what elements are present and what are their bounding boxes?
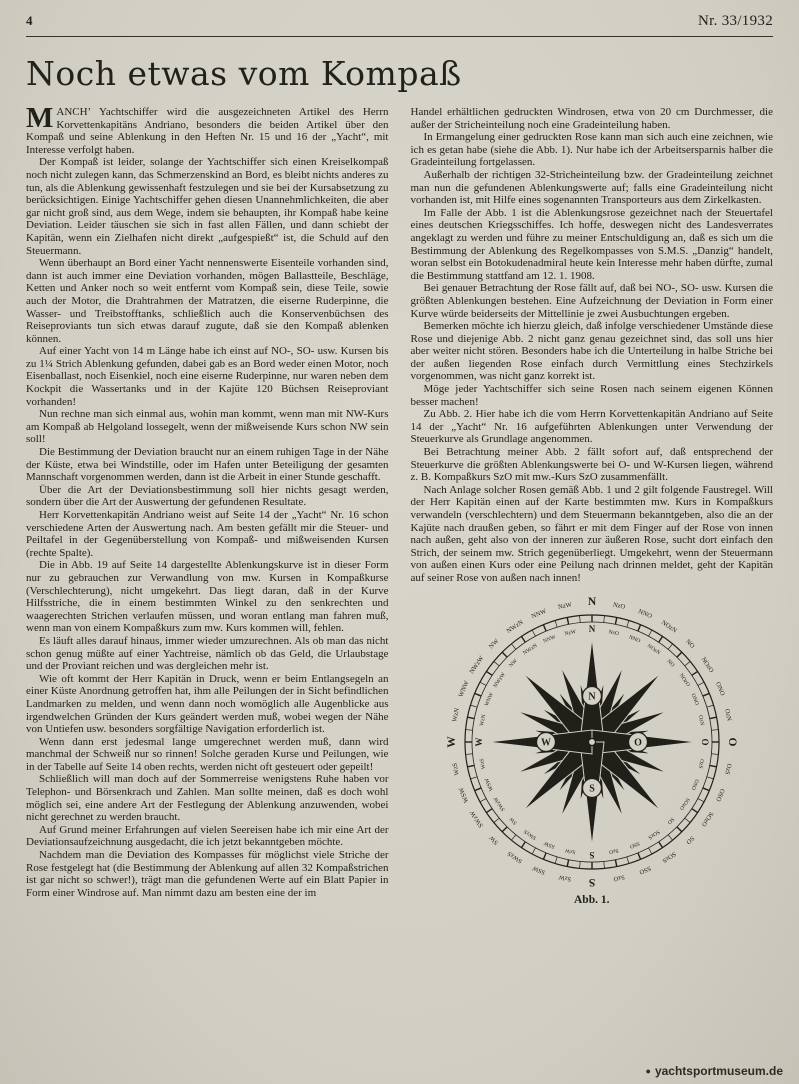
svg-text:SWzW: SWzW: [468, 808, 485, 829]
svg-text:NOzO: NOzO: [699, 655, 715, 674]
svg-text:SSW: SSW: [542, 839, 556, 850]
paragraph: Nun rechne man sich einmal aus, wohin man kommt, wenn man mit NW-Kurs am Kompaß ab Helgoland lossegelt, wenn der mißweisende Kurs schon NW sein soll!: [26, 408, 389, 446]
svg-text:W: W: [473, 737, 484, 747]
svg-text:SW: SW: [508, 815, 519, 826]
svg-text:NOzO: NOzO: [677, 672, 691, 688]
svg-text:WSW: WSW: [483, 776, 495, 792]
compass-figure: [411, 593, 774, 907]
paragraph: Im Falle der Abb. 1 ist die Ablenkungsrose gezeichnet nach der Steuertafel eines deutschen Kriegsschiffes. Ich hoffe, deswegen nicht des Landesverrates angeklagt zu werden und führe zu meiner Entschuldigung an, daß es sich um die Bestimmung der Ablenkung des Regelkompasses von S.M.S. „Danzig“ handelt, woran selbst ein Botokudenadmiral heute kein Interesse mehr haben dürfte, zumal die Bestimmung stattfand am 12. 1. 1908.: [410, 206, 773, 282]
paragraph: Bei Betrachtung meiner Abb. 2 fällt sofort auf, daß entsprechend der Steuerkurve die größten Ablenkungswerte bei O- und W-Kursen liegen, während z. B. Kompaßkurs SzO mit mw.-Kurs SzO zusammenfällt.: [410, 446, 773, 484]
svg-text:SOzS: SOzS: [646, 827, 661, 840]
paragraph: Nachdem man die Deviation des Kompasses für möglichst viele Striche der Rose festgelegt hat (die Bestimmung der Ablenkung auf allen 32 Kompaßstrichen ist gar nicht so schwer!), trägt man die gefundenen Werte auf ein Blatt Papier in Form einer Windrose auf. Man nimmt dazu am besten eine der im: [26, 849, 389, 899]
page-header: [26, 13, 773, 30]
svg-text:SOzS: SOzS: [660, 849, 677, 864]
svg-text:NzO: NzO: [612, 601, 626, 611]
svg-text:ONO: ONO: [689, 692, 700, 706]
paragraph: Wie oft kommt der Herr Kapitän in Druck, wenn er beim Entlangsegeln an einer Küste Anordnung getroffen hat, ihm alle Peilungen der in Sicht befindlichen Landmarken zu melden, und wenn dann noch womöglich alle Augenblicke aus irgendwelchen Gründen der Kurs geändert werden muß, wobei wegen der Nähe von Untiefen usw. besonders sorgfältige Navigation erforderlich ist.: [26, 672, 389, 736]
svg-text:SSO: SSO: [628, 839, 641, 849]
svg-text:NW: NW: [487, 637, 501, 650]
issue-number: Nr. 33/1932: [698, 13, 773, 29]
figure-caption: Abb. 1.: [574, 893, 610, 906]
svg-text:O: O: [633, 737, 642, 749]
svg-text:WSW: WSW: [457, 785, 471, 804]
svg-text:OSO: OSO: [689, 777, 700, 791]
svg-text:W: W: [540, 737, 551, 749]
watermark-dot-icon: ●: [645, 1065, 651, 1076]
svg-text:NWzW: NWzW: [492, 671, 507, 689]
paragraph: Nach Anlage solcher Rosen gemäß Abb. 1 und 2 gilt folgende Faustregel. Will der Herr Kapitän einen auf der Karte bestimmten mw. Kurs in Kompaßkurs verwandeln (verschlechtern) und dem Steuermann bekanntgeben, also die an der Kajüte nach draußen geben, so fährt er mit dem Finger auf der Rose von innen nach außen, geht also von der inneren zur äußeren Rose, sucht dort einfach den Strich, der seinem mw. Strich gegenüberliegt. Umgekehrt, wenn der Steuermann von außen einen Kurs oder eine Peilung nach drinnen meldet, geht der Kapitän auf seiner Rose von außen nach innen!: [410, 483, 773, 584]
svg-text:NOzN: NOzN: [659, 618, 678, 635]
paragraph: Schließlich will man doch auf der Sommerreise wenigstens Ruhe haben vor Telephon- und Börsenkrach und Zahlen. Man sollte meinen, daß es doch wohl möglich sei, eine andere Art der Festlegung der Ablenkung anzuwenden, wobei nicht gerechnet zu werden braucht.: [26, 773, 389, 824]
compass-rose-illustration: [436, 593, 748, 891]
svg-text:SzW: SzW: [564, 846, 576, 855]
svg-text:WzS: WzS: [478, 757, 487, 770]
svg-text:NWzW: NWzW: [468, 654, 486, 675]
svg-text:SSW: SSW: [531, 863, 547, 876]
svg-text:NNW: NNW: [542, 633, 557, 645]
paragraph: Es läuft alles darauf hinaus, immer wieder umzurechnen. Als ob man das nicht schon genug müßte auf einer Yachtreise, nämlich ob das Geld, die Urlaubstage und der Proviant reichen und was dergleichen mehr ist.: [26, 634, 389, 673]
paragraph: Bei genauer Betrachtung der Rose fällt auf, daß bei NO-, SO- usw. Kursen die größten Ablenkungen bestehen. Eine Aufzeichnung der Deviation in Form einer Kurve würde beiderseits der Mittellinie je zwei Ausbuchtungen ergeben.: [410, 282, 773, 320]
paragraph: Möge jeder Yachtschiffer sich seine Rosen nach seinem eigenen Können besser machen!: [410, 383, 773, 408]
article-body: [26, 102, 773, 906]
svg-text:N: N: [588, 691, 596, 703]
svg-text:WzN: WzN: [451, 707, 461, 722]
svg-text:N: N: [588, 623, 595, 634]
svg-text:NNW: NNW: [530, 607, 548, 620]
drop-cap: M: [26, 102, 54, 134]
paragraph: Außerhalb der richtigen 32-Stricheinteilung bzw. der Gradeinteilung zeichnet man nun die gefundenen Ablenkungswerte auf; falls eine Gradeinteilung nicht vorhanden ist, mit Hilfe eines sogenannten Transporteurs aus dem Zirkelkasten.: [410, 168, 773, 207]
svg-text:NO: NO: [665, 658, 676, 669]
paragraph: Auf einer Yacht von 14 m Länge habe ich einst auf NO-, SO- usw. Kursen bis zu 1¼ Strich Ablenkung gefunden, dabei gab es an Bord weder einen Motor, noch Eisenballast, noch Eisenkiel, noch eine eiserne Ruderpinne, nur waren neben dem Kockpit die Wassertanks und in der Kajüte 120 Büchsen Reiseproviant vorhanden!: [26, 345, 389, 408]
svg-text:WzS: WzS: [451, 761, 461, 776]
article-title: Noch etwas vom Kompaß: [26, 54, 462, 93]
svg-text:SWzS: SWzS: [506, 849, 524, 865]
paragraph: Handel erhältlichen gedruckten Windrosen, etwa von 20 cm Durchmesser, die außer der Stricheinteilung noch eine Gradeinteilung haben.: [410, 106, 773, 131]
svg-text:WzN: WzN: [478, 713, 487, 727]
svg-text:ONO: ONO: [713, 680, 726, 697]
svg-text:NNO: NNO: [627, 633, 641, 645]
svg-text:NNO: NNO: [636, 607, 653, 620]
svg-text:O: O: [725, 737, 738, 747]
svg-text:NWzN: NWzN: [521, 642, 539, 657]
svg-text:SOzO: SOzO: [699, 809, 715, 828]
paragraph: Bemerken möchte ich hierzu gleich, daß infolge verschiedener Umstände diese Rose und diejenige Abb. 2 nicht ganz genau gezeichnet sind, das soll uns hier aber weiter nicht stören. Besonders habe ich die Unterteilung in halbe Striche bei der außen liegenden Rose einfach durch Vermittlung eines Stechzirkels vorgenommen, was nicht ganz korrekt ist.: [410, 320, 773, 383]
paragraph: In Ermangelung einer gedruckten Rose kann man sich auch eine zeichnen, wie ich es getan habe (siehe die Abb. 1). Nur habe ich der Arbeitsersparnis halber die Gradeinteilung fortgelassen.: [410, 131, 773, 169]
watermark: [646, 1064, 783, 1078]
paragraph: Wenn überhaupt an Bord einer Yacht nennenswerte Eisenteile vorhanden sind, dann ist auch immer eine Deviation vorhanden, mögen Ballastteile, Beschläge, Ketten und Anker noch so weit entfernt vom Kompaß sein, diese Teile, sowie auch der Motor, die Drahtrahmen der Matratzen, die eiserne Ruderpinne, die Wasser- und Treibstofftanks, schließlich auch die Konservenbüchsen des Reiseproviants tun sich etwas darauf zugute, daß sie den Kompaß ablenken können.: [26, 257, 389, 345]
svg-text:NWzN: NWzN: [505, 618, 525, 635]
lead-text: ANCH’ Yachtschiffer wird die ausgezeichneten Artikel des Herrn Korvettenkapitäns Andriano, besonders die beiden Artikel über den Kompaß und seine Ablenkung in den Heften Nr. 15 und 16 der „Yacht“, mit Interesse verfolgt haben.: [26, 106, 389, 156]
paragraph: Die Bestimmung der Deviation braucht nur an einem ruhigen Tage in der Nähe der Küste, etwa bei Windstille, oder im Hafen unter Beteiligung der gesamten Mannschaft vorgenommen werden, dann ist die Arbeit in einer Stunde geschafft.: [26, 446, 389, 484]
lead-paragraph: [26, 102, 389, 156]
paragraph: Der Kompaß ist leider, solange der Yachtschiffer sich einen Kreiselkompaß noch nicht zulegen kann, das Schmerzenskind an Bord, es bleibt nichts anderes zu tun, als die Ablenkung gewissenhaft festzulegen und sie bei der Kursabsetzung zu berücksichtigen. Einige Yachtschiffer gehen diesen Unannehmlichkeiten, die aber gar nicht groß sind, aus dem Wege, indem sie behaupten, ihr Kompaß habe keine Deviation. Leider täuschen sie sich in fast allen Fällen, und dann schiebt der Kapitän, wenn ein Zielhafen nicht direkt „aufgespießt“ ist, die Schuld auf den Steuermann.: [26, 156, 389, 257]
svg-text:NO: NO: [683, 637, 696, 650]
paragraph: Zu Abb. 2. Hier habe ich die vom Herrn Korvettenkapitän Andriano auf Seite 14 der „Yacht“ Nr. 16 aufgeführten Ablenkungen unter Verwendung der Steuerkurve als Grundlage angenommen.: [410, 408, 773, 446]
svg-text:SzW: SzW: [557, 872, 572, 883]
svg-text:OzS: OzS: [696, 757, 705, 769]
svg-text:OzS: OzS: [723, 762, 733, 775]
paragraph: Herr Korvettenkapitän Andriano weist auf Seite 14 der „Yacht“ Nr. 16 schon verschiedene Arten der Auswertung nach. Am besten gefällt mir die Steuer- und Peiltafel in der Gegenüberstellung von Kompaß- und mißweisenden Kursen (rechte Spalte).: [26, 509, 389, 559]
svg-text:S: S: [589, 849, 595, 860]
svg-text:S: S: [588, 783, 595, 795]
svg-text:SzO: SzO: [612, 872, 625, 882]
svg-text:NzW: NzW: [563, 628, 577, 637]
svg-text:OzN: OzN: [696, 714, 705, 726]
svg-text:SzO: SzO: [608, 846, 619, 855]
paragraph: Über die Art der Deviationsbestimmung soll hier nichts gesagt werden, sondern über die Art der Auswertung der gefundenen Resultate.: [26, 483, 389, 509]
svg-text:NzO: NzO: [607, 628, 620, 637]
svg-text:OSO: OSO: [713, 787, 726, 802]
svg-text:OzN: OzN: [722, 707, 733, 722]
svg-text:SWzS: SWzS: [522, 827, 538, 841]
page-number: 4: [26, 13, 33, 28]
watermark-text: yachtsportmuseum.de: [654, 1064, 783, 1078]
header-divider: [26, 36, 773, 37]
svg-text:SW: SW: [487, 833, 500, 846]
right-column: [411, 106, 774, 906]
svg-text:W: W: [445, 735, 458, 748]
paragraph: Wenn dann erst jedesmal lange umgerechnet werden muß, dann wird manchmal der Schweiß nur so rinnen! Solche geraden Kurse und Peilungen, wie in der Tabelle auf Seite 14 oben rechts, werden nicht oft gesteuert oder gepeilt!: [26, 735, 389, 773]
svg-text:N: N: [587, 595, 596, 608]
left-column: [26, 102, 389, 906]
svg-text:NOzN: NOzN: [645, 642, 662, 656]
svg-text:NW: NW: [507, 657, 519, 669]
svg-text:WNW: WNW: [483, 691, 495, 707]
svg-text:SO: SO: [684, 834, 696, 845]
svg-text:SO: SO: [665, 815, 675, 825]
svg-text:SSO: SSO: [637, 864, 652, 876]
svg-text:SWzW: SWzW: [492, 794, 507, 812]
paragraph: Die in Abb. 19 auf Seite 14 dargestellte Ablenkungskurve ist in dieser Form nur zu gebrauchen zur Verwandlung von mw. Kursen in Kompaßkurse (Verschlechterung), nicht umgekehrt. Das liegt daran, daß in der Kurve Hilfsstriche, die in einem bestimmten Winkel zu den senkrechten und waagerechten Strichen verlaufen müssen, und woran entlang man fahren muß, wenn man von einem Kompaßkurs zum mw. Kurs kommen will, fehlen.: [26, 559, 389, 635]
svg-text:S: S: [588, 875, 595, 888]
svg-text:NzW: NzW: [557, 600, 573, 611]
svg-text:WNW: WNW: [457, 679, 471, 698]
paragraph: Auf Grund meiner Erfahrungen auf vielen Seereisen habe ich mir eine Art der Deviationsaufzeichnung ausgedacht, die ich jetzt bekanntgeben möchte.: [26, 823, 389, 849]
svg-text:SOzO: SOzO: [677, 795, 691, 811]
svg-text:O: O: [699, 738, 710, 746]
